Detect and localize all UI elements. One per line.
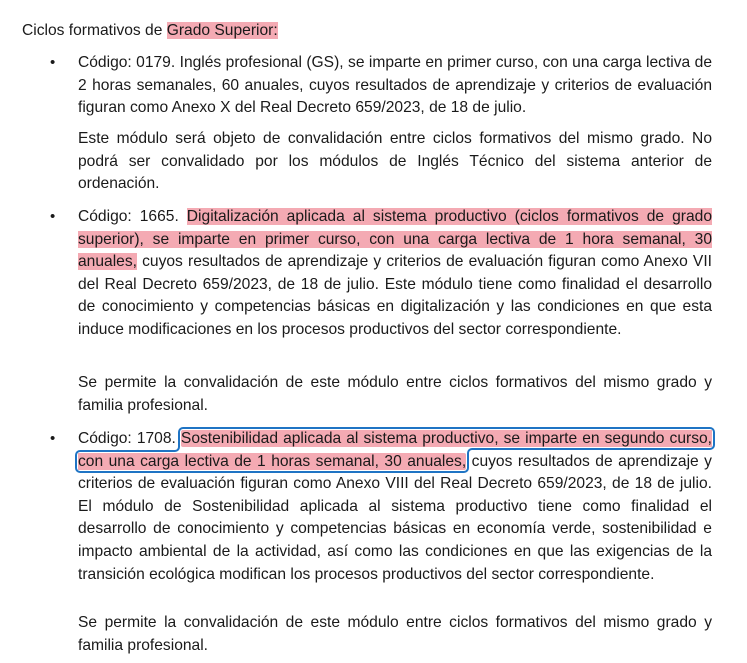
bullet-1: • bbox=[50, 54, 56, 71]
list-item-0179 bbox=[78, 52, 712, 120]
item-code: Código: 1665. bbox=[78, 208, 187, 225]
item-highlight: Digitalización aplicada al sistema productivo (ciclos formativos de grado superior), se imparte en primer curso, con una carga lectiva de 1 hora semanal, 30 anuales, bbox=[78, 208, 712, 271]
item-note-1708: Se permite la convalidación de este módulo entre ciclos formativos del mismo grado y familia profesional. bbox=[78, 614, 712, 654]
list-item-1665 bbox=[78, 206, 712, 342]
item-rest: cuyos resultados de aprendizaje y criterios de evaluación figuran como Anexo VII del Real Decreto 659/2023, de 18 de julio. Este módulo tiene como finalidad el desarrollo de conocimiento y competencias básicas en digitalización y las condiciones en que esta induce modificaciones en los procesos productivos del sector correspondiente. bbox=[78, 253, 712, 338]
heading-highlight: Grado Superior: bbox=[166, 22, 278, 39]
item-note-0179: Este módulo será objeto de convalidación entre ciclos formativos del mismo grado. No podrá ser convalidado por los módulos de Inglés Técnico del sistema anterior de ordenación. bbox=[78, 130, 712, 193]
item-note-1665: Se permite la convalidación de este módulo entre ciclos formativos del mismo grado y familia profesional. bbox=[78, 374, 712, 414]
item-highlight-boxed: Sostenibilidad aplicada al sistema productivo, se imparte en segundo curso, con una carga lectiva de 1 horas semanal, 30 anuales, bbox=[78, 430, 712, 470]
item-rest: cuyos resultados de aprendizaje y criterios de evaluación figuran como Anexo VIII del Real Decreto 659/2023, de 18 de julio. El módulo de Sostenibilidad aplicada al sistema productivo tiene como finalidad el desarrollo de conocimiento y competencias básicas en economía verde, sostenibilidad e impacto ambiental de la actividad, así como las condiciones en que las exigencias de la transición ecológica modifican los procesos productivos del sector correspondiente. bbox=[78, 452, 712, 583]
bullet-3: • bbox=[50, 430, 56, 447]
item-text: Código: 0179. Inglés profesional (GS), se imparte en primer curso, con una carga lectiva de 2 horas semanales, 60 anuales, cuyos resultados de aprendizaje y criterios de evaluación figuran como Anexo X del Real Decreto 659/2023, de 18 de julio. bbox=[78, 54, 712, 117]
section-heading bbox=[22, 20, 278, 43]
item-code: Código: 1708. bbox=[78, 430, 181, 447]
list-item-1708 bbox=[78, 428, 712, 586]
heading-prefix: Ciclos formativos de bbox=[22, 22, 167, 39]
bullet-2: • bbox=[50, 208, 56, 225]
